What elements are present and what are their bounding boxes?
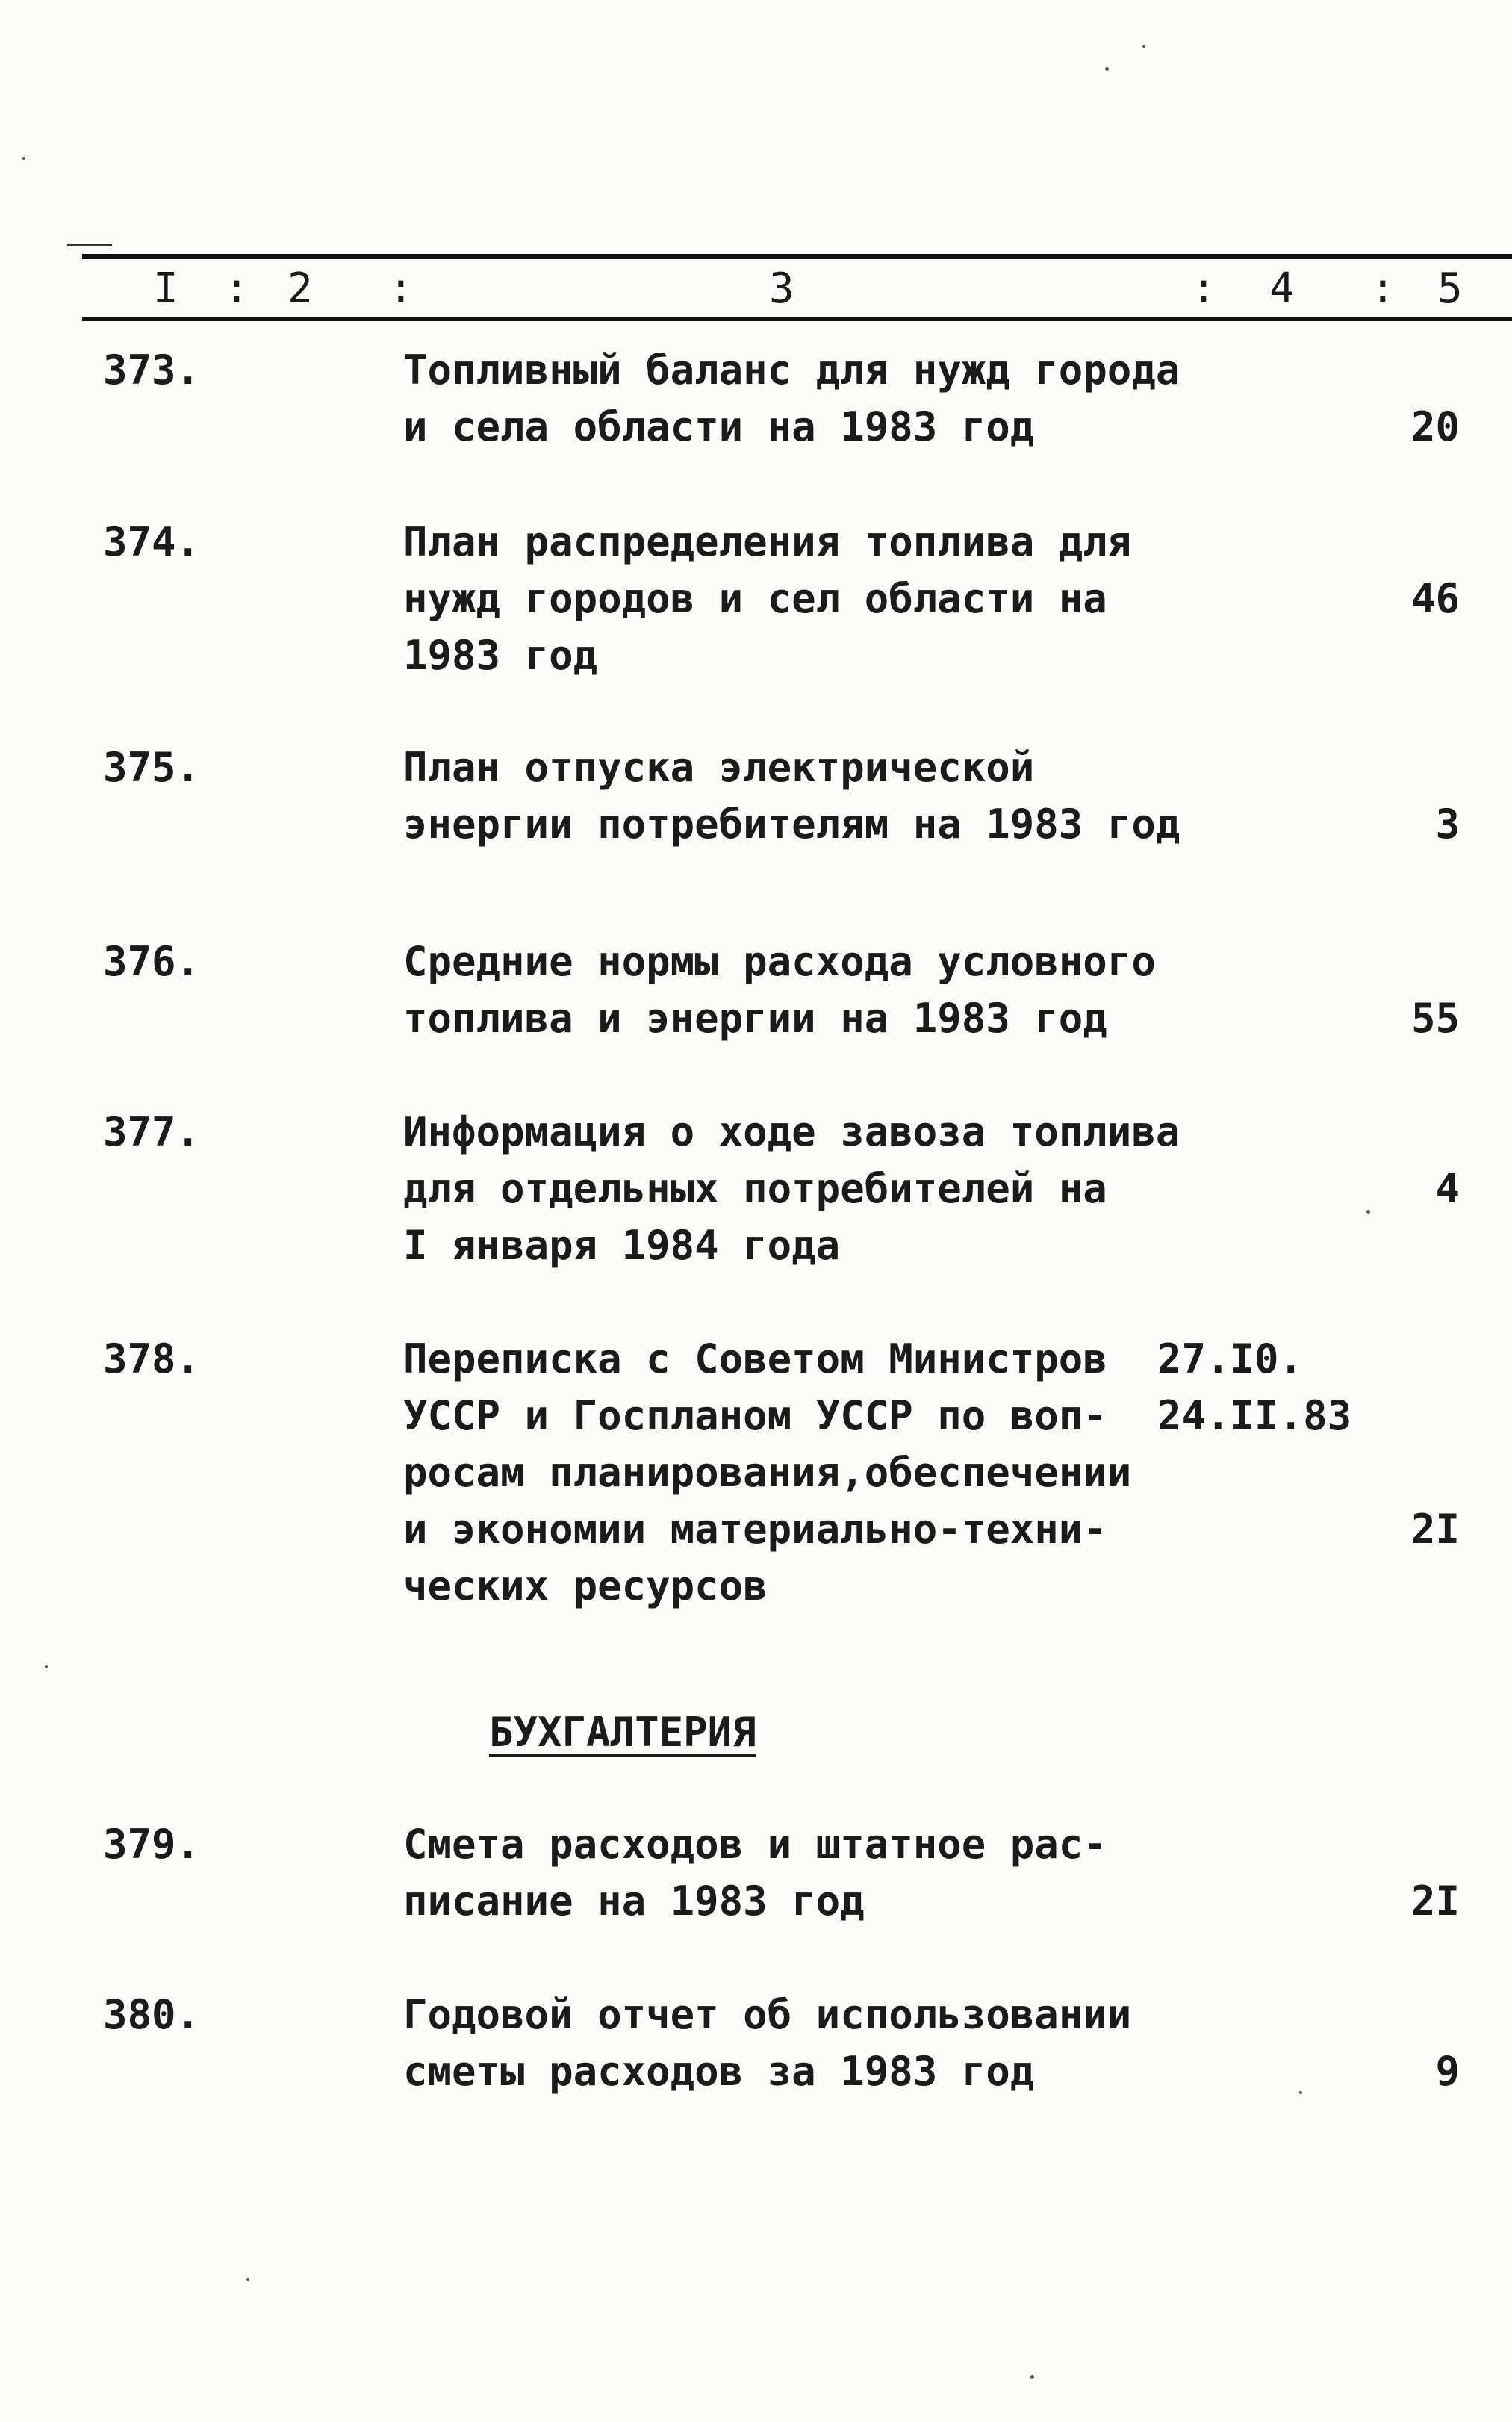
entry-sheet-count: 2I <box>1410 1506 1460 1553</box>
column-header-3: 3 <box>769 264 794 313</box>
entry-title-line: для отдельных потребителей на <box>403 1165 1107 1212</box>
scan-speck <box>1142 45 1145 48</box>
entry-title-line: энергии потребителям на 1983 год <box>403 801 1180 848</box>
entry-sheet-count: 46 <box>1410 575 1460 622</box>
entry-number: 375. <box>103 744 201 791</box>
table-header-rule <box>82 317 1512 321</box>
entry-number: 380. <box>103 1991 201 2038</box>
entry-title-line: Смета расходов и штатное рас- <box>403 1821 1107 1868</box>
entry-title-line: Годовой отчет об использовании <box>403 1991 1132 2038</box>
entry-title-line: Средние нормы расхода условного <box>403 938 1156 985</box>
scan-speck <box>1366 1210 1370 1214</box>
entry-title-line: нужд городов и сел области на <box>403 575 1107 622</box>
scan-speck <box>22 157 25 160</box>
entry-date-end: 24.II.83 <box>1157 1392 1352 1439</box>
scan-speck <box>45 1665 48 1668</box>
entry-title-line: и села области на 1983 год <box>403 403 1035 450</box>
header-tick-mark <box>67 244 112 246</box>
column-header-5: 5 <box>1437 264 1463 313</box>
entry-title-line: План отпуска электрической <box>403 744 1035 791</box>
entry-sheet-count: 20 <box>1410 403 1460 450</box>
column-separator: : <box>388 264 414 313</box>
entry-sheet-count: 4 <box>1435 1165 1460 1212</box>
entry-number: 376. <box>103 938 201 985</box>
entry-date-start: 27.I0. <box>1157 1335 1304 1382</box>
entry-title-line: ческих ресурсов <box>403 1562 768 1609</box>
entry-title-line: УССР и Госпланом УССР по воп- <box>403 1392 1107 1439</box>
entry-number: 374. <box>103 518 201 565</box>
table-top-rule <box>82 254 1512 259</box>
entry-number: 378. <box>103 1335 201 1382</box>
scan-speck <box>246 2278 249 2281</box>
column-header-4: 4 <box>1269 264 1295 313</box>
entry-title-line: топлива и энергии на 1983 год <box>403 995 1107 1042</box>
entry-title-line: Переписка с Советом Министров <box>403 1335 1107 1382</box>
entry-title-line: и экономии материально-техни- <box>403 1506 1107 1553</box>
entry-title-line: писание на 1983 год <box>403 1878 865 1925</box>
column-separator: : <box>1191 264 1216 313</box>
scan-speck <box>1105 67 1109 71</box>
entry-number: 379. <box>103 1821 201 1868</box>
scan-speck <box>1030 2375 1034 2379</box>
entry-sheet-count: 2I <box>1410 1878 1460 1925</box>
entry-title-line: сметы расходов за 1983 год <box>403 2048 1035 2095</box>
section-heading: БУХГАЛТЕРИЯ <box>489 1709 756 1756</box>
column-separator: : <box>224 264 249 313</box>
scan-speck <box>1299 2091 1302 2094</box>
entry-sheet-count: 9 <box>1435 2048 1460 2095</box>
entry-sheet-count: 3 <box>1435 801 1460 848</box>
entry-sheet-count: 55 <box>1410 995 1460 1042</box>
entry-title-line: росам планирования,обеспечении <box>403 1449 1132 1496</box>
entry-title-line: 1983 год <box>403 632 598 679</box>
column-header-2: 2 <box>287 264 313 313</box>
column-header-1: I <box>153 264 178 313</box>
entry-title-line: I января 1984 года <box>403 1222 841 1269</box>
entry-title-line: Топливный баланс для нужд города <box>403 347 1180 394</box>
entry-title-line: План распределения топлива для <box>403 518 1132 565</box>
entry-number: 373. <box>103 347 201 394</box>
column-separator: : <box>1370 264 1396 313</box>
entry-number: 377. <box>103 1108 201 1155</box>
entry-title-line: Информация о ходе завоза топлива <box>403 1108 1180 1155</box>
